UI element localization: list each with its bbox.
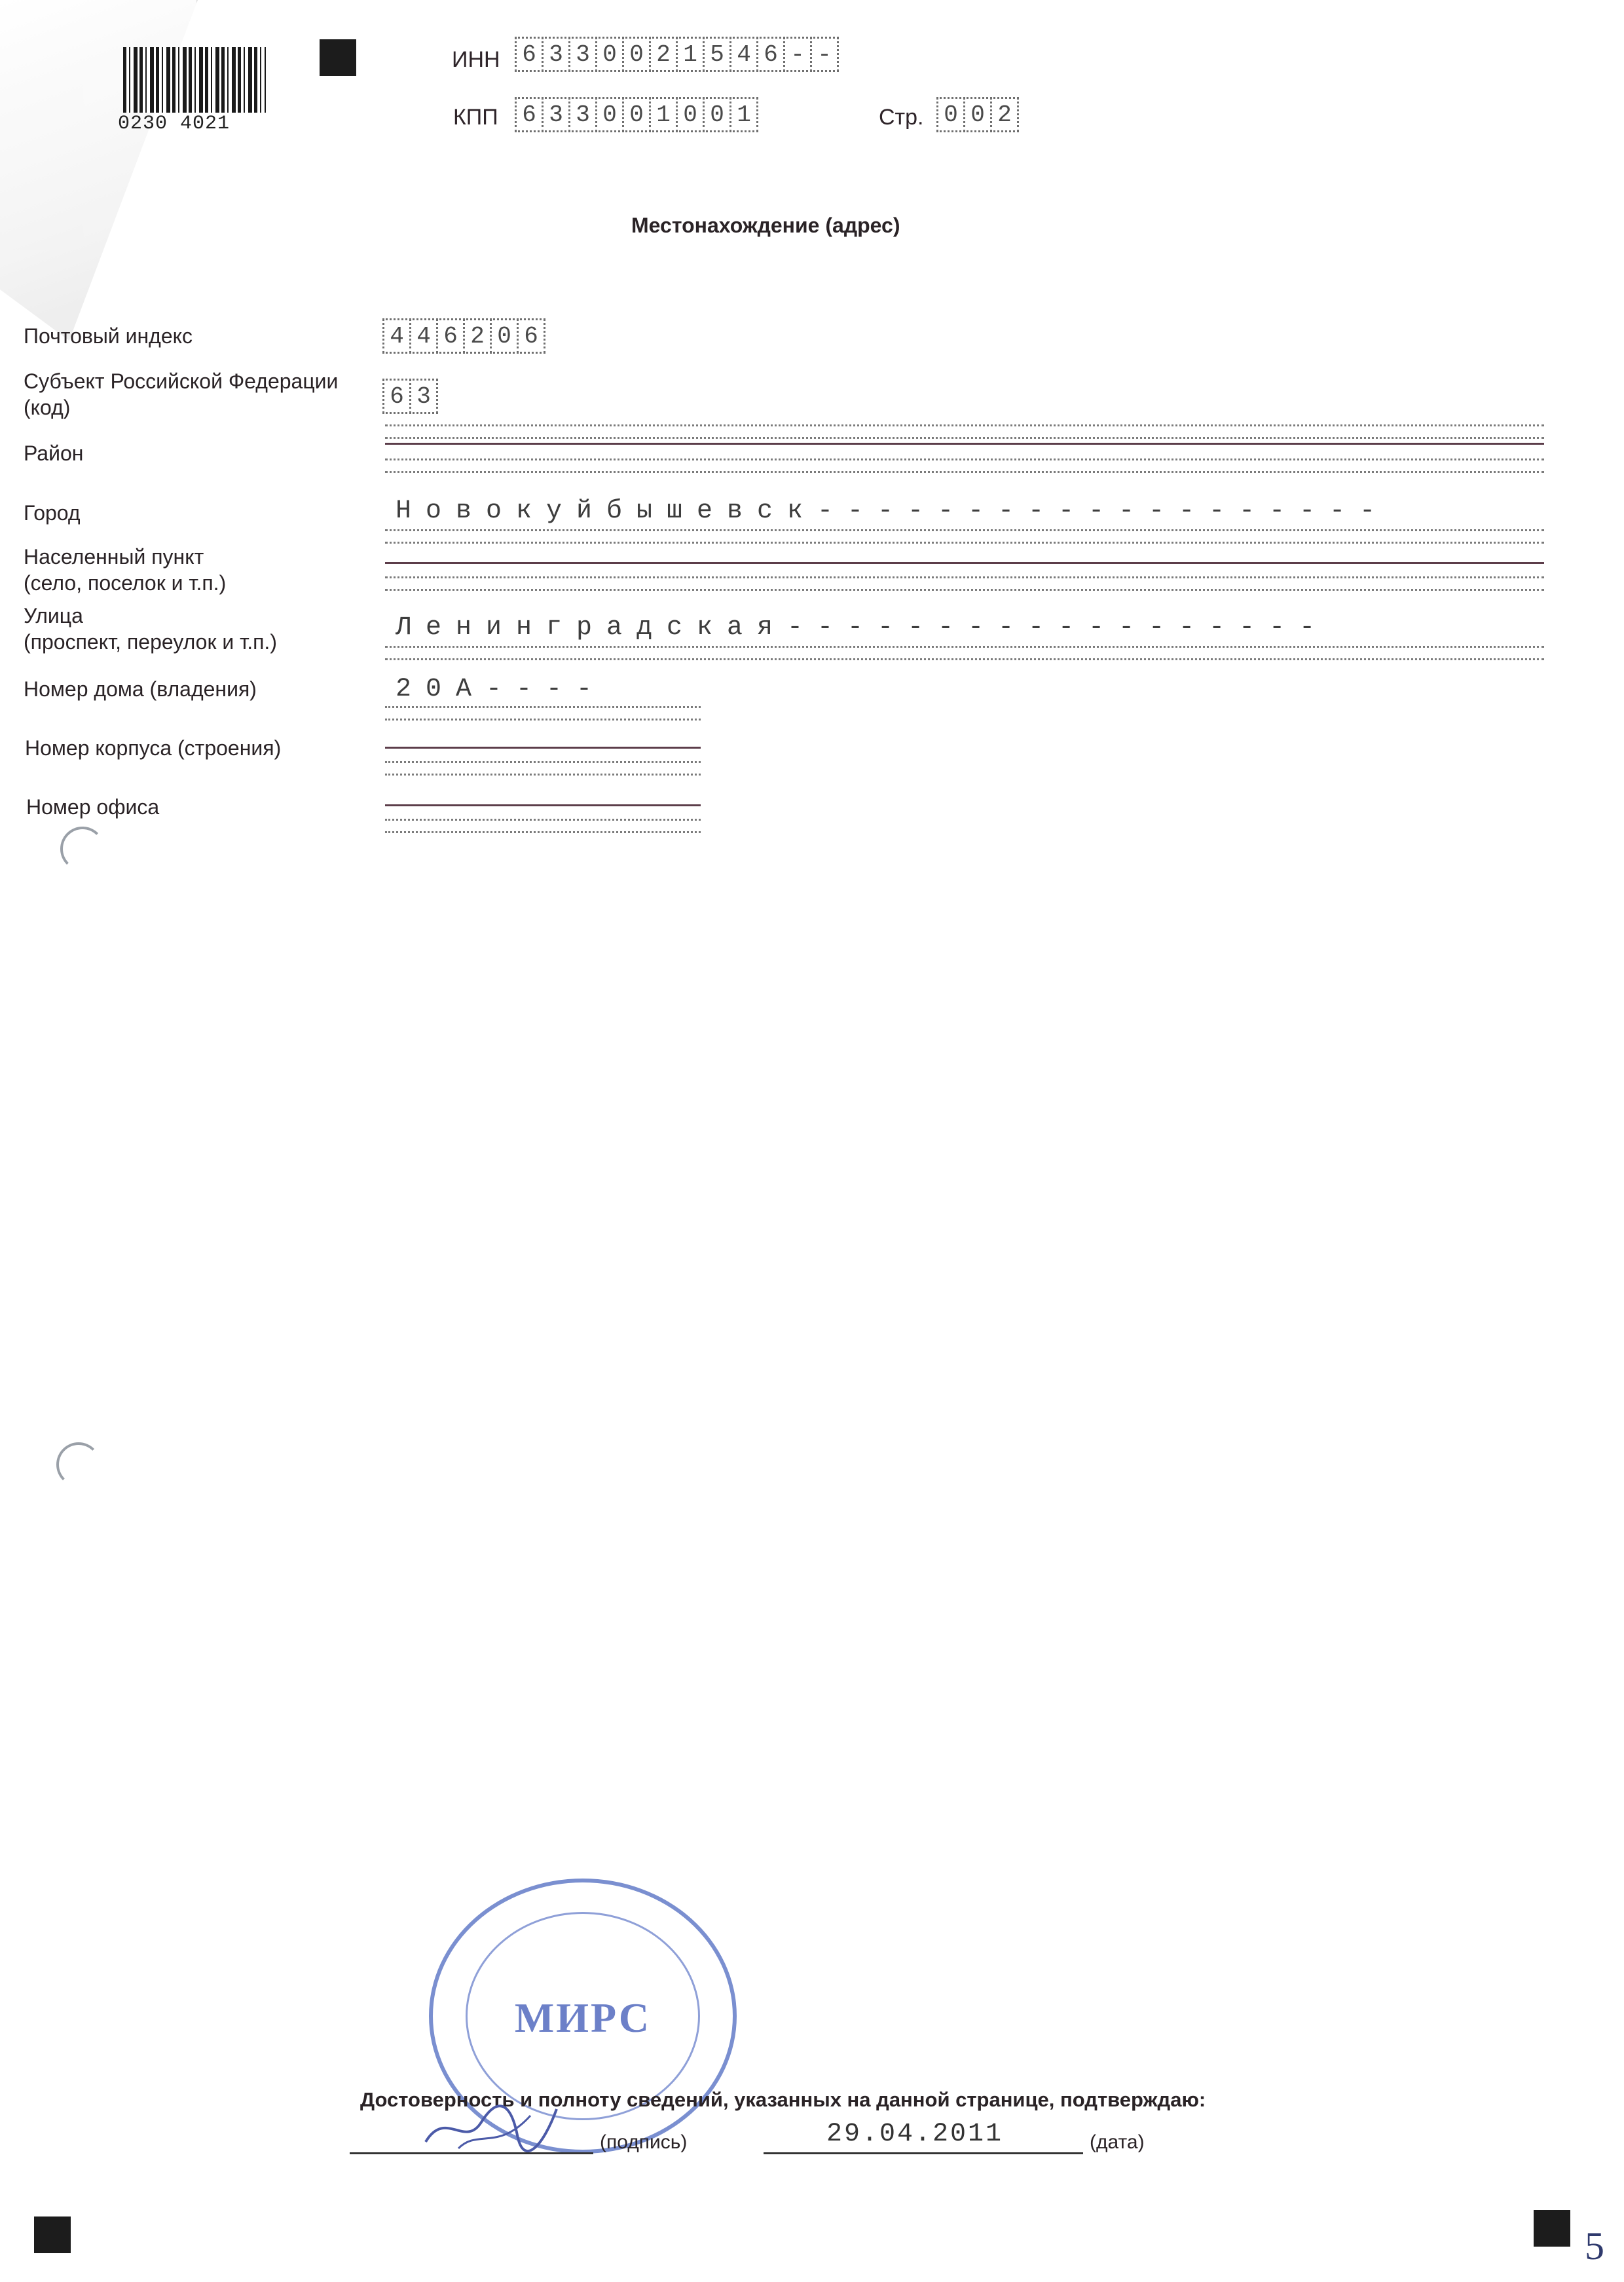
kpp-digit-7: 0 bbox=[703, 97, 731, 132]
stamp-text: МИРС bbox=[514, 1994, 652, 2041]
kpp-cells bbox=[515, 97, 756, 132]
kpp-digit-6: 0 bbox=[676, 97, 705, 132]
signature-caption: (подпись) bbox=[600, 2131, 688, 2153]
barcode-number: 0230 4021 bbox=[118, 113, 231, 135]
building-label: Номер корпуса (строения) bbox=[25, 736, 282, 760]
alignment-marker-top bbox=[320, 39, 356, 76]
subject-label bbox=[24, 368, 338, 421]
handwritten-signature bbox=[419, 2096, 563, 2155]
postal-index-cells bbox=[382, 318, 544, 354]
kpp-digit-1: 3 bbox=[542, 97, 570, 132]
street-value: Ленинградская------------------ bbox=[396, 613, 1330, 643]
inn-digit-9: 6 bbox=[756, 37, 785, 72]
postal-digit-2: 6 bbox=[436, 318, 465, 354]
page-cells bbox=[936, 97, 1017, 132]
locality-dotted-row bbox=[385, 576, 1544, 591]
handwritten-page-number: 5 bbox=[1585, 2224, 1604, 2268]
city-dotted-row bbox=[385, 529, 1544, 544]
kpp-digit-3: 0 bbox=[595, 97, 624, 132]
district-dotted-row-2 bbox=[385, 458, 1544, 473]
city-value: Новокуйбышевск------------------- bbox=[396, 496, 1390, 526]
district-label: Район bbox=[24, 441, 84, 465]
kpp-digit-8: 1 bbox=[729, 97, 758, 132]
postal-digit-5: 6 bbox=[517, 318, 545, 354]
punch-hole-mark bbox=[60, 827, 105, 871]
date-line bbox=[764, 2152, 1083, 2154]
inn-digit-10: - bbox=[783, 37, 812, 72]
postal-digit-1: 4 bbox=[409, 318, 438, 354]
office-dotted-row bbox=[385, 819, 701, 833]
section-title: Местонахождение (адрес) bbox=[631, 214, 900, 237]
kpp-digit-4: 0 bbox=[622, 97, 651, 132]
district-underline bbox=[385, 443, 1544, 445]
inn-digit-2: 3 bbox=[568, 37, 597, 72]
inn-digit-8: 4 bbox=[729, 37, 758, 72]
locality-label-line2: (село, поселок и т.п.) bbox=[24, 571, 227, 595]
street-dotted-row bbox=[385, 646, 1544, 660]
inn-digit-4: 0 bbox=[622, 37, 651, 72]
locality-underline bbox=[385, 562, 1544, 564]
postal-index-label: Почтовый индекс bbox=[24, 324, 193, 348]
page-label: Стр. bbox=[879, 105, 924, 130]
inn-digit-7: 5 bbox=[703, 37, 731, 72]
subject-digit-1: 3 bbox=[409, 379, 438, 414]
district-dotted-row bbox=[385, 424, 1544, 439]
page-digit-1: 0 bbox=[963, 97, 992, 132]
street-label-line1: Улица bbox=[24, 604, 83, 627]
postal-digit-4: 0 bbox=[490, 318, 519, 354]
inn-digit-1: 3 bbox=[542, 37, 570, 72]
house-label: Номер дома (владения) bbox=[24, 677, 257, 701]
locality-label bbox=[24, 544, 226, 596]
page-digit-2: 2 bbox=[990, 97, 1019, 132]
subject-code-cells bbox=[382, 379, 436, 414]
inn-label: ИНН bbox=[452, 47, 500, 72]
date-value: 29.04.2011 bbox=[826, 2120, 1004, 2149]
inn-cells bbox=[515, 37, 837, 72]
inn-digit-0: 6 bbox=[515, 37, 544, 72]
street-label bbox=[24, 603, 277, 655]
house-dotted-row bbox=[385, 706, 701, 720]
kpp-digit-0: 6 bbox=[515, 97, 544, 132]
postal-digit-3: 2 bbox=[463, 318, 492, 354]
punch-hole-mark-2 bbox=[56, 1442, 101, 1487]
office-label: Номер офиса bbox=[26, 795, 160, 819]
kpp-label: КПП bbox=[453, 105, 498, 130]
inn-digit-3: 0 bbox=[595, 37, 624, 72]
kpp-digit-5: 1 bbox=[649, 97, 678, 132]
city-label: Город bbox=[24, 501, 81, 525]
inn-digit-5: 2 bbox=[649, 37, 678, 72]
inn-digit-6: 1 bbox=[676, 37, 705, 72]
subject-digit-0: 6 bbox=[382, 379, 411, 414]
alignment-marker-bottom-right bbox=[1534, 2210, 1570, 2247]
kpp-digit-2: 3 bbox=[568, 97, 597, 132]
street-label-line2: (проспект, переулок и т.п.) bbox=[24, 630, 277, 654]
locality-label-line1: Населенный пункт bbox=[24, 545, 204, 569]
office-underline bbox=[385, 804, 701, 806]
confirmation-text: Достоверность и полноту сведений, указанных на данной странице, подтверждаю: bbox=[360, 2088, 1206, 2111]
subject-label-line2: (код) bbox=[24, 396, 71, 419]
building-underline bbox=[385, 747, 701, 749]
house-value: 20А---- bbox=[396, 675, 607, 704]
building-dotted-row bbox=[385, 761, 701, 776]
barcode bbox=[123, 47, 266, 113]
postal-digit-0: 4 bbox=[382, 318, 411, 354]
alignment-marker-bottom-left bbox=[34, 2217, 71, 2253]
date-caption: (дата) bbox=[1090, 2131, 1145, 2153]
page-digit-0: 0 bbox=[936, 97, 965, 132]
subject-label-line1: Субъект Российской Федерации bbox=[24, 369, 339, 393]
inn-digit-11: - bbox=[810, 37, 839, 72]
